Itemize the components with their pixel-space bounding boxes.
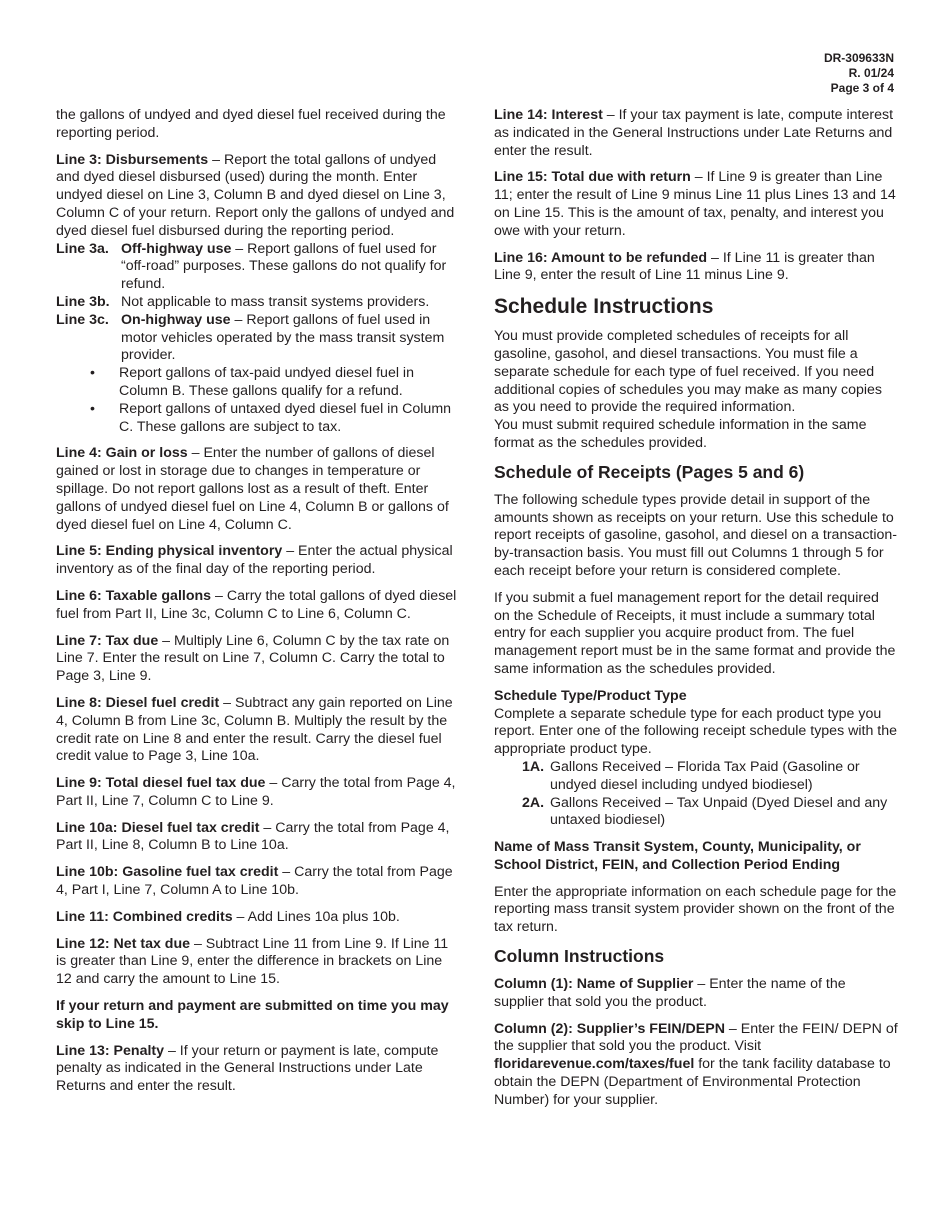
line3-paragraph: Line 3: Disbursements – Report the total gallons of undyed and dyed diesel disbursed (used) during the month. Enter undyed diesel on Line 3, Column B and dyed diesel on Line 3, Column C of your return. Report only the gallons of undyed and dyed diesel fuel disbursed during the reporting period. bbox=[56, 151, 455, 239]
column2-paragraph: Column (2): Supplier’s FEIN/DEPN – Enter the FEIN/ DEPN of the supplier that sold you the product. Visit floridarevenue.com/taxes/fuel for the tank facility database to obtain the DEPN (Department of Environmental Protection Number) for your supplier. bbox=[494, 1020, 898, 1108]
schedule-type-item: 1A. Gallons Received – Florida Tax Paid (Gasoline or undyed diesel including undyed biodiesel) bbox=[522, 758, 860, 793]
line10b-paragraph: Line 10b: Gasoline fuel tax credit – Carry the total from Page 4, Part I, Line 7, Column A to Line 10b. bbox=[56, 864, 453, 899]
page-number: Page 3 of 4 bbox=[830, 81, 894, 95]
schedule-paragraph: You must provide completed schedules of receipts for all gasoline, gasohol, and diesel transactions. You must file a separate schedule for each type of fuel received. If you need additional copies of schedules you may make as many copies as you need to provide the required information. bbox=[494, 328, 883, 416]
intro-text: the gallons of undyed and dyed diesel fuel received during the reporting period. bbox=[56, 107, 446, 141]
form-header bbox=[824, 51, 894, 96]
form-number: DR-309633N bbox=[823, 51, 894, 65]
column-instructions-heading: Column Instructions bbox=[494, 946, 665, 967]
line3b-item: Line 3b. Not applicable to mass transit systems providers. bbox=[56, 293, 430, 310]
line3-title: Line 3: Disbursements bbox=[56, 151, 209, 168]
receipts-paragraph: The following schedule types provide detail in support of the amounts shown as receipts on your return. Use this schedule to report receipts of gasoline, gasohol, and diesel on a transaction-by-transaction basis. You must fill out Columns 1 through 5 for each receipt before your return is considered complete. bbox=[494, 491, 898, 579]
line3c-item: Line 3c. On-highway use – Report gallons of fuel used in motor vehicles operated by the mass transit system provider. bbox=[56, 311, 445, 364]
line13-paragraph: Line 13: Penalty – If your return or payment is late, compute penalty as indicated in the General Instructions under Late Returns and enter the result. bbox=[56, 1042, 439, 1095]
line14-paragraph: Line 14: Interest – If your tax payment is late, compute interest as indicated in the General Instructions under Late Returns and enter the result. bbox=[494, 107, 894, 159]
line11-paragraph: Line 11: Combined credits – Add Lines 10a plus 10b. bbox=[56, 908, 400, 925]
line4-paragraph: Line 4: Gain or loss – Enter the number of gallons of diesel gained or lost in storage due to changes in temperature or spillage. Do not report gallons lost as a result of theft. Enter gallons of undyed diesel fuel on Line 4, Column B or gallons of dyed diesel fuel on Line 4, Column C. bbox=[56, 445, 449, 533]
schedule-paragraph: You must submit required schedule information in the same format as the schedules provided. bbox=[494, 417, 867, 451]
schedule-of-receipts-heading: Schedule of Receipts (Pages 5 and 6) bbox=[494, 461, 805, 482]
skip-note: If your return and payment are submitted on time you may skip to Line 15. bbox=[56, 998, 449, 1032]
name-of-system-heading: Name of Mass Transit System, County, Municipality, or School District, FEIN, and Collection Period Ending bbox=[494, 839, 861, 873]
line16-paragraph: Line 16: Amount to be refunded – If Line 11 is greater than Line 9, enter the result of Line 11 minus Line 9. bbox=[494, 249, 875, 284]
line12-paragraph: Line 12: Net tax due – Subtract Line 11 from Line 9. If Line 11 is greater than Line 9, enter the difference in brackets on Line 12 and carry the amount to Line 15. bbox=[56, 935, 449, 988]
receipts-paragraph: If you submit a fuel management report for the detail required on the Schedule of Receipts, it must include a summary total entry for each supplier you acquire product from. The fuel management report must be in the same format and provide the same information as the schedules provided. bbox=[494, 589, 896, 677]
fuel-tax-link[interactable]: floridarevenue.com/taxes/fuel bbox=[494, 1056, 695, 1073]
left-column bbox=[56, 107, 461, 1105]
line3a-item: Line 3a. Off-highway use – Report gallons of fuel used for “off-road” purposes. These gallons do not qualify for refund. bbox=[56, 240, 447, 293]
line9-paragraph: Line 9: Total diesel fuel tax due – Carry the total from Page 4, Part II, Line 7, Column C to Line 9. bbox=[56, 775, 456, 809]
line15-paragraph: Line 15: Total due with return – If Line 9 is greater than Line 11; enter the result of Line 9 minus Line 11 plus Lines 13 and 14 on Line 15. This is the amount of tax, penalty, and interest you owe with your return. bbox=[494, 169, 896, 239]
form-revision: R. 01/24 bbox=[848, 66, 894, 80]
bullet-item: • Report gallons of tax-paid undyed diesel fuel in Column B. These gallons qualify for a refund. bbox=[90, 365, 414, 399]
schedule-type-text: Complete a separate schedule type for each product type you report. Enter one of the following receipt schedule types with the appropriate product type. bbox=[494, 705, 897, 758]
schedule-type-heading: Schedule Type/Product Type bbox=[494, 687, 687, 704]
name-of-system-text: Enter the appropriate information on each schedule page for the reporting mass transit system provider shown on the front of the tax return. bbox=[494, 883, 897, 936]
line8-paragraph: Line 8: Diesel fuel credit – Subtract any gain reported on Line 4, Column B from Line 3c, Column B. Multiply the result by the credit rate on Line 8 and enter the result. Carry the diesel fuel credit value to Page 3, Line 10a. bbox=[56, 694, 453, 765]
line7-paragraph: Line 7: Tax due – Multiply Line 6, Column C by the tax rate on Line 7. Enter the result on Line 7, Column C. Carry the total to Page 3, Line 9. bbox=[56, 632, 450, 685]
schedule-type-item: 2A. Gallons Received – Tax Unpaid (Dyed Diesel and any untaxed biodiesel) bbox=[522, 794, 888, 829]
right-column bbox=[494, 107, 898, 1119]
line5-paragraph: Line 5: Ending physical inventory – Enter the actual physical inventory as of the final day of the reporting period. bbox=[56, 543, 453, 578]
line10a-paragraph: Line 10a: Diesel fuel tax credit – Carry the total from Page 4, Part II, Line 8, Column B to Line 10a. bbox=[56, 819, 450, 854]
line6-paragraph: Line 6: Taxable gallons – Carry the total gallons of dyed diesel fuel from Part II, Line 3c, Column C to Line 6, Column C. bbox=[56, 587, 457, 622]
bullet-item: • Report gallons of untaxed dyed diesel fuel in Column C. These gallons are subject to tax. bbox=[90, 400, 452, 435]
column1-paragraph: Column (1): Name of Supplier – Enter the name of the supplier that sold you the product. bbox=[494, 976, 846, 1010]
schedule-instructions-heading: Schedule Instructions bbox=[494, 295, 714, 319]
